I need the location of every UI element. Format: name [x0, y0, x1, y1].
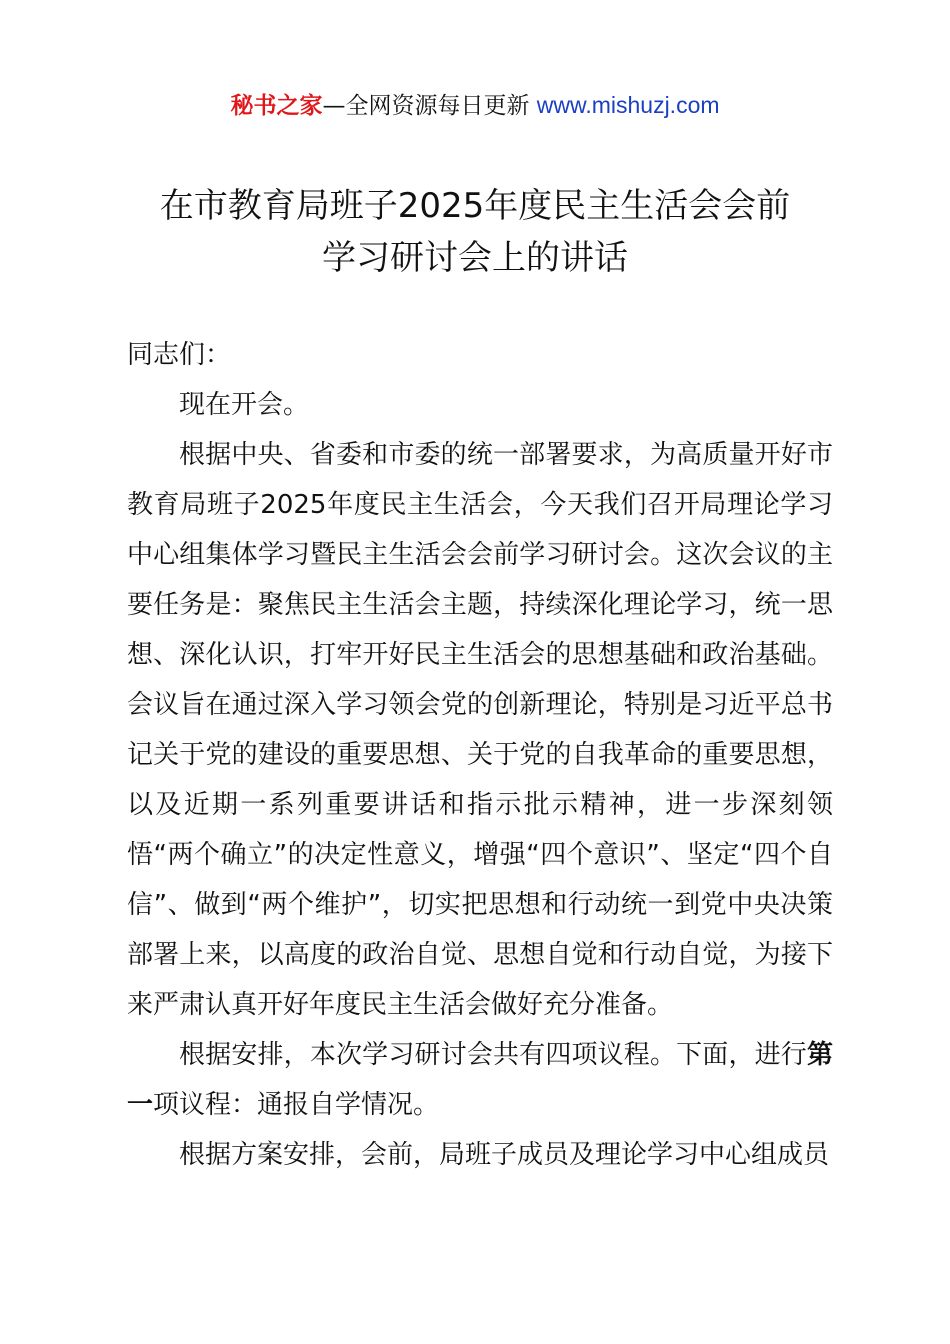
title-line-2: 学习研讨会上的讲话	[322, 238, 628, 278]
paragraph-2-emphasis: 第一	[127, 1040, 833, 1120]
paragraph-2-lead: 根据安排，本次学习研讨会共有四项议程。下面，进行	[179, 1040, 807, 1070]
paragraph-2-tail: 项议程：通报自学情况。	[153, 1090, 440, 1120]
paragraph-1: 根据中央、省委和市委的统一部署要求，为高质量开好市教育局班子2025年度民主生活会，今天我们召开局理论学习中心组集体学习暨民主生活会会前学习研讨会。这次会议的主要任务是：聚焦民主生活会主题，持续深化理论学习，统一思想、深化认识，打牢开好民主生活会的思想基础和政治基础。会议旨在通过深入学习领会党的创新理论，特别是习近平总书记关于党的建设的重要思想、关于党的自我革命的重要思想，以及近期一系列重要讲话和指示批示精神，进一步深刻领悟“两个确立”的决定性意义，增强“四个意识”、坚定“四个自信”、做到“两个维护”，切实把思想和行动统一到党中央决策部署上来，以高度的政治自觉、思想自觉和行动自觉，为接下来严肃认真开好年度民主生活会做好充分准备。	[127, 440, 833, 1020]
opening-line: 现在开会。	[179, 390, 310, 420]
brand-name: 秘书之家	[230, 93, 323, 119]
site-url-link[interactable]: www.mishuzj.com	[536, 92, 720, 118]
document-title	[80, 180, 870, 284]
paragraph-2	[127, 1030, 833, 1130]
paragraph-3: 根据方案安排，会前，局班子成员及理论学习中心组成员	[179, 1140, 830, 1170]
header-tagline: —全网资源每日更新	[322, 93, 530, 119]
site-header	[0, 88, 950, 123]
title-line-1: 在市教育局班子2025年度民主生活会会前	[159, 186, 791, 226]
salutation: 同志们：	[127, 340, 232, 370]
document-body	[127, 330, 833, 1180]
